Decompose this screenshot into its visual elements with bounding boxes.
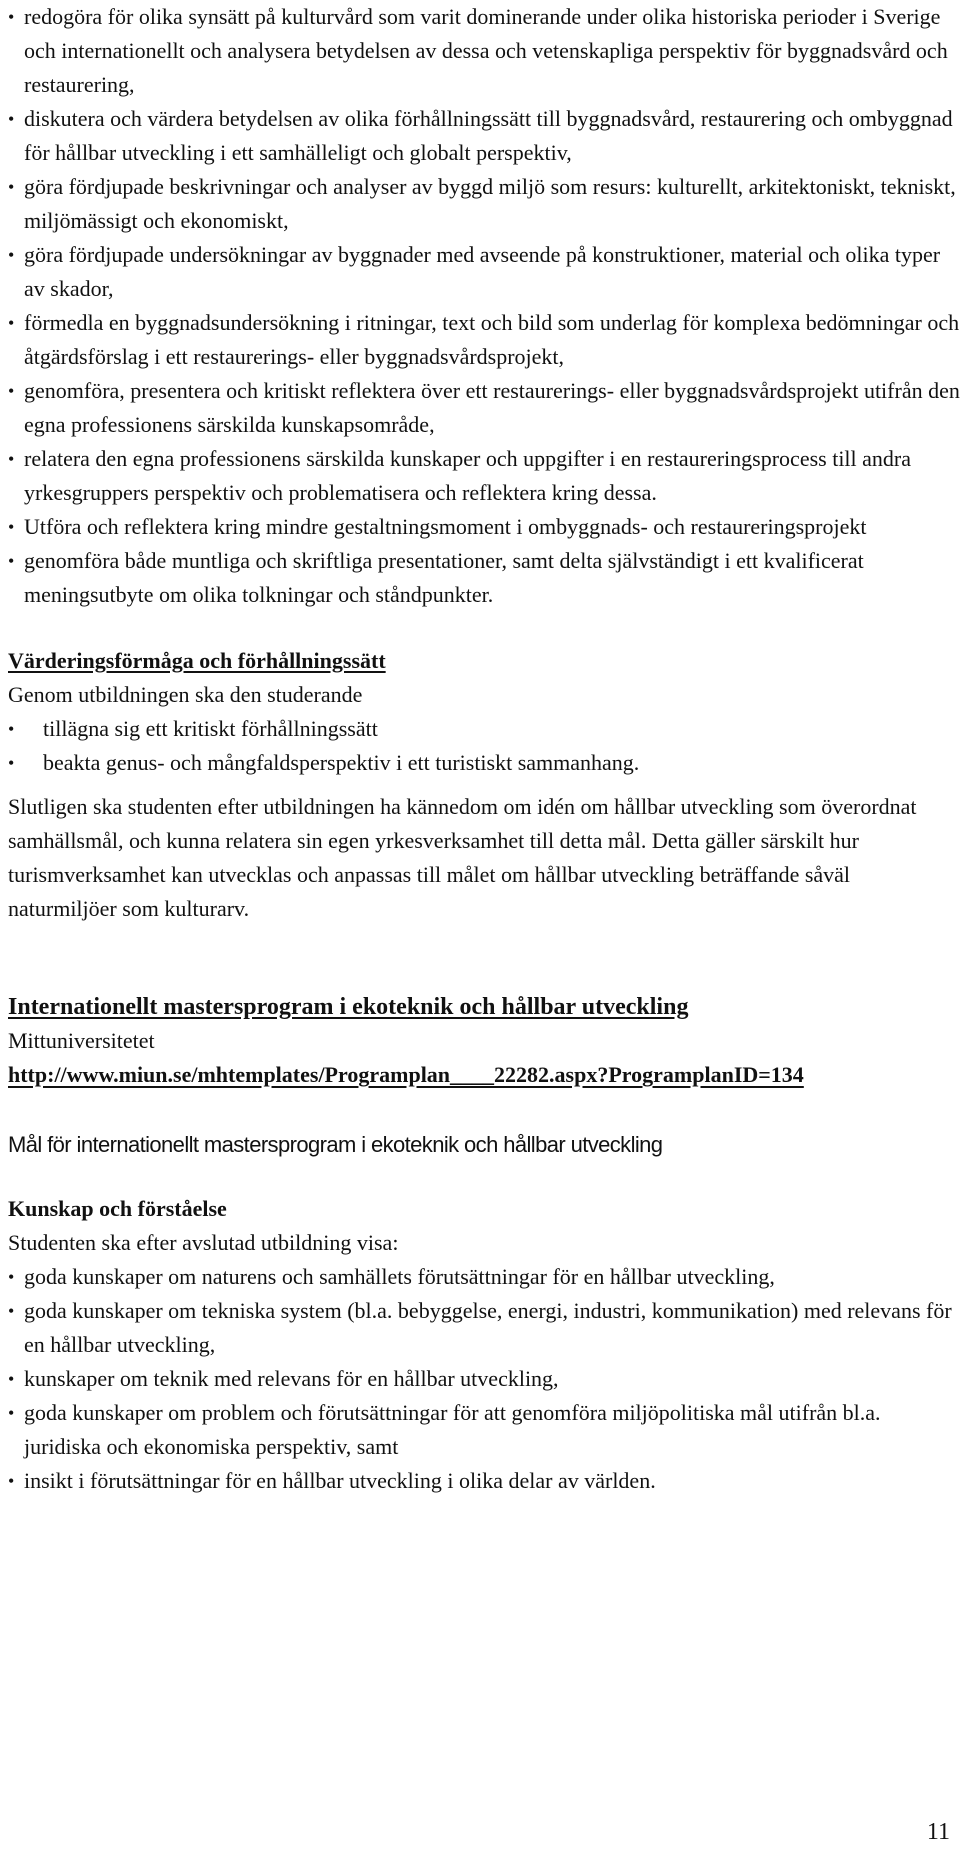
- list-item: • göra fördjupade beskrivningar och analyser av byggd miljö som resurs: kulturellt, arkitektoniskt, tekniskt, miljömässigt och ekonomiskt,: [8, 170, 960, 238]
- program-university: Mittuniversitetet: [8, 1028, 155, 1053]
- program-goals-heading: Mål för internationellt mastersprogram i ekoteknik och hållbar utveckling: [8, 1132, 663, 1157]
- list-item: • diskutera och värdera betydelsen av olika förhållningssätt till byggnadsvård, restaurering och ombyggnad för hållbar utveckling i ett samhälleligt och globalt perspektiv,: [8, 102, 960, 170]
- list-item: • relatera den egna professionens särskilda kunskaper och uppgifter i en restaureringsprocess till andra yrkesgruppers perspektiv och problematisera och reflektera kring dessa.: [8, 442, 960, 510]
- closing-paragraph: Slutligen ska studenten efter utbildningen ha kännedom om idén om hållbar utveckling som överordnat samhällsmål, och kunna relatera sin egen yrkesverksamhet till detta mål. Detta gäller särskilt hur turismverksamhet kan utvecklas och anpassas till målet om hållbar utveckling beträffande såväl naturmiljöer som kulturarv.: [8, 794, 917, 921]
- list-item: • goda kunskaper om tekniska system (bl.a. bebyggelse, energi, industri, kommunikation) med relevans för en hållbar utveckling,: [8, 1294, 960, 1362]
- section-intro: Genom utbildningen ska den studerande: [8, 682, 363, 707]
- list-item: • beakta genus- och mångfaldsperspektiv i ett turistiskt sammanhang.: [8, 746, 960, 780]
- list-item: • genomföra, presentera och kritiskt reflektera över ett restaurerings- eller byggnadsvårdsprojekt utifrån den egna professionens särskilda kunskapsområde,: [8, 374, 960, 442]
- page-content: [8, 0, 960, 1498]
- values-list: [8, 712, 960, 780]
- list-item: • redogöra för olika synsätt på kulturvård som varit dominerande under olika historiska perioder i Sverige och internationellt och analysera betydelsen av dessa och vetenskapliga perspektiv för byggnadsvård och restaurering,: [8, 0, 960, 102]
- spacer: [8, 1162, 960, 1192]
- section-heading-knowledge: Kunskap och förståelse: [8, 1196, 227, 1221]
- section-heading-values: Värderingsförmåga och förhållningssätt: [8, 648, 386, 673]
- spacer: [8, 1092, 960, 1128]
- skills-list: [8, 0, 960, 612]
- spacer: [8, 780, 960, 790]
- list-item: • Utföra och reflektera kring mindre gestaltningsmoment i ombyggnads- och restaureringsprojekt: [8, 510, 960, 544]
- list-item: • tillägna sig ett kritiskt förhållningssätt: [8, 712, 960, 746]
- list-item: • göra fördjupade undersökningar av byggnader med avseende på konstruktioner, material och olika typer av skador,: [8, 238, 960, 306]
- list-item: • goda kunskaper om problem och förutsättningar för att genomföra miljöpolitiska mål utifrån bl.a. juridiska och ekonomiska perspektiv, samt: [8, 1396, 960, 1464]
- list-item: • insikt i förutsättningar för en hållbar utveckling i olika delar av världen.: [8, 1464, 960, 1498]
- list-item: • förmedla en byggnadsundersökning i ritningar, text och bild som underlag för komplexa bedömningar och åtgärdsförslag i ett restaurerings- eller byggnadsvårdsprojekt,: [8, 306, 960, 374]
- spacer: [8, 926, 960, 990]
- spacer: [8, 612, 960, 644]
- list-item: • genomföra både muntliga och skriftliga presentationer, samt delta självständigt i ett kvalificerat meningsutbyte om olika tolkningar och ståndpunkter.: [8, 544, 960, 612]
- section-intro: Studenten ska efter avslutad utbildning visa:: [8, 1230, 399, 1255]
- page-number: 11: [926, 1819, 950, 1845]
- program-link[interactable]: http://www.miun.se/mhtemplates/Programplan____22282.aspx?ProgramplanID=134: [8, 1062, 804, 1087]
- program-title: Internationellt mastersprogram i ekoteknik och hållbar utveckling: [8, 994, 689, 1020]
- list-item: • goda kunskaper om naturens och samhällets förutsättningar för en hållbar utveckling,: [8, 1260, 960, 1294]
- list-item: • kunskaper om teknik med relevans för en hållbar utveckling,: [8, 1362, 960, 1396]
- knowledge-list: [8, 1260, 960, 1498]
